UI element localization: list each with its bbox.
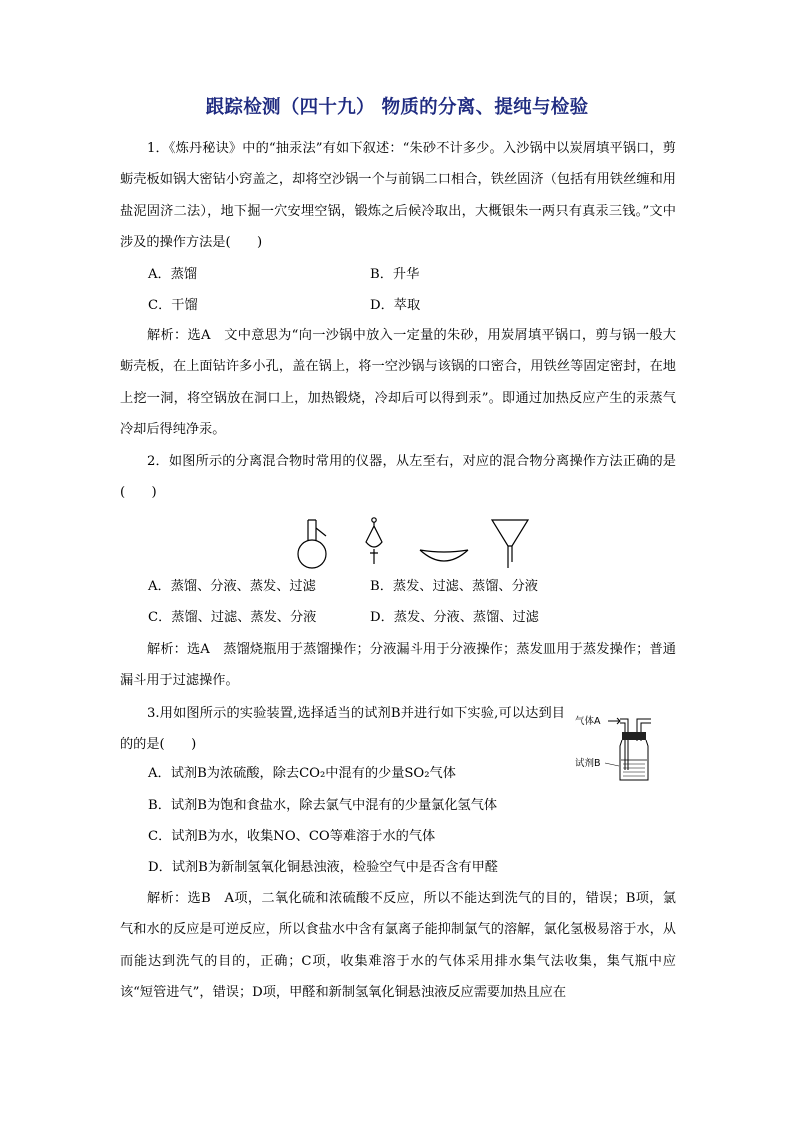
q2-option-c: C．蒸馏、过滤、蒸发、分液 bbox=[148, 610, 317, 625]
distillation-flask-icon bbox=[298, 520, 326, 568]
question-1-analysis: 解析：选A 文中意思为“向一沙锅中放入一定量的朱砂，用炭屑填平锅口，剪与锅一般大蛎壳板，在上面钻许多小孔，盖在锅上，将一空沙锅与该锅的口密合，用铁丝等固定密封，在地上挖一洞，将空锅放在洞口上，加热锻烧，冷却后可以得到汞”。即通过加热反应产生的汞蒸气冷却后得纯净汞。 bbox=[120, 328, 676, 437]
reagent-b-label: 试剂B bbox=[575, 758, 601, 769]
page-title: 跟踪检测（四十九） 物质的分离、提纯与检验 bbox=[205, 97, 589, 118]
evaporating-dish-icon bbox=[420, 550, 468, 561]
q3-option-a: A．试剂B为浓硫酸，除去CO₂中混有的少量SO₂气体 bbox=[148, 766, 456, 781]
question-3-analysis: 解析：选B A项，二氧化硫和浓硫酸不反应，所以不能达到洗气的目的，错误；B项，氯气和水的反应是可逆反应，所以食盐水中含有氯离子能抑制氯气的溶解，氯化氢极易溶于水，从而能达到洗气的目的，正确；C项，收集难溶于水的气体采用排水集气法收集，集气瓶中应该“短管进气”，错误；D项，甲醛和新制氢氧化铜悬浊液反应需要加热且应在 bbox=[120, 891, 676, 1000]
q2-option-d: D．蒸发、分液、蒸馏、过滤 bbox=[370, 610, 539, 625]
question-1-stem: 1．《炼丹秘诀》中的“抽汞法”有如下叙述：“朱砂不计多少。入沙锅中以炭屑填平锅口，剪蛎壳板如锅大密钻小窍盖之，却将空沙锅一个与前锅二口相合，铁丝固济（包括有用铁丝缠和用盐泥固济二法），地下掘一穴安埋空锅，锻炼之后候冷取出，大概银朱一两只有真汞三钱。”文中涉及的操作方法是( ) bbox=[120, 141, 676, 250]
q1-option-a: A．蒸馏 bbox=[148, 267, 198, 282]
q1-option-b: B．升华 bbox=[370, 267, 420, 282]
q3-option-c: C．试剂B为水，收集NO、CO等难溶于水的气体 bbox=[148, 829, 436, 844]
filter-funnel-icon bbox=[492, 520, 528, 568]
gas-washing-bottle-figure bbox=[575, 708, 665, 784]
q1-option-d: D．萃取 bbox=[370, 298, 421, 313]
q2-option-b: B．蒸发、过滤、蒸馏、分液 bbox=[370, 579, 538, 594]
q1-option-c: C．干馏 bbox=[148, 298, 198, 313]
question-2-analysis: 解析：选A 蒸馏烧瓶用于蒸馏操作；分液漏斗用于分液操作；蒸发皿用于蒸发操作；普通漏斗用于过滤操作。 bbox=[120, 642, 676, 689]
separation-apparatus-figure bbox=[290, 516, 530, 572]
q3-option-d: D．试剂B为新制氢氧化铜悬浊液，检验空气中是否含有甲醛 bbox=[148, 860, 498, 875]
q3-option-b: B．试剂B为饱和食盐水，除去氯气中混有的少量氯化氢气体 bbox=[148, 798, 498, 813]
q2-option-a: A．蒸馏、分液、蒸发、过滤 bbox=[148, 579, 316, 594]
question-2-stem: 2．如图所示的分离混合物时常用的仪器，从左至右，对应的混合物分离操作方法正确的是( ) bbox=[120, 454, 676, 501]
question-3-stem: 3.用如图所示的实验装置,选择适当的试剂B并进行如下实验,可以达到目的的是( ) bbox=[120, 706, 565, 753]
separatory-funnel-icon bbox=[366, 518, 382, 564]
gas-a-label: 气体A bbox=[575, 716, 601, 727]
